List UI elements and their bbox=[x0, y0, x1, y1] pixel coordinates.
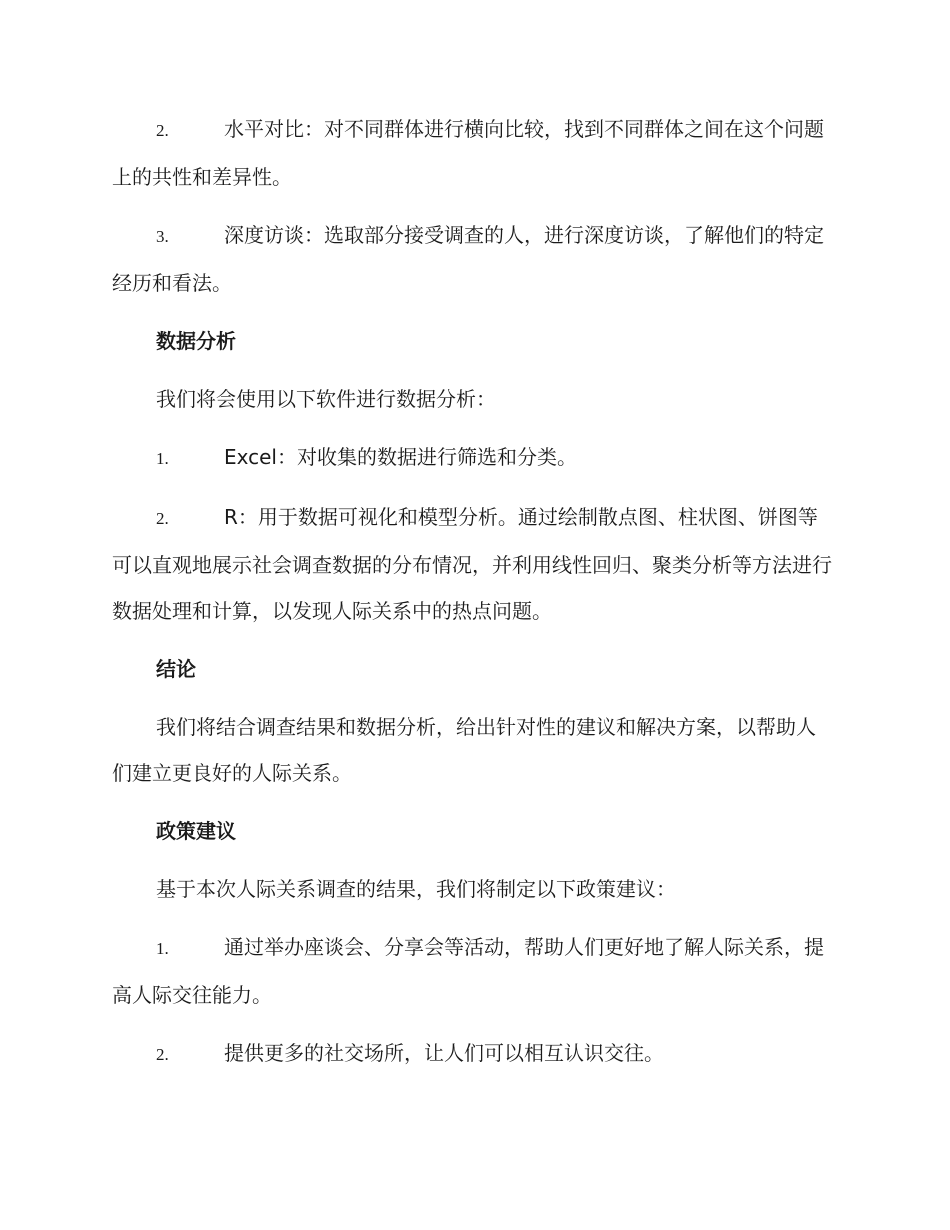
list-text: 水平对比：对不同群体进行横向比较，找到不同群体之间在这个问题上的共性和差异性。 bbox=[112, 117, 824, 189]
paragraph: 我们将结合调查结果和数据分析，给出针对性的建议和解决方案，以帮助人们建立更良好的人际关系。 bbox=[112, 715, 816, 785]
list-number: 1. bbox=[156, 449, 169, 468]
list-text: Excel：对收集的数据进行筛选和分类。 bbox=[224, 445, 577, 469]
list-item bbox=[112, 924, 834, 1018]
list-item bbox=[112, 212, 834, 306]
list-item bbox=[112, 106, 834, 200]
list-item bbox=[112, 1030, 834, 1078]
section-heading-conclusion: 结论 bbox=[156, 657, 196, 681]
list-text: 提供更多的社交场所，让人们可以相互认识交往。 bbox=[224, 1041, 664, 1065]
list-number: 2. bbox=[156, 121, 169, 140]
list-number: 1. bbox=[156, 939, 169, 958]
paragraph: 我们将会使用以下软件进行数据分析： bbox=[156, 387, 496, 411]
list-text: R：用于数据可视化和模型分析。通过绘制散点图、柱状图、饼图等可以直观地展示社会调查数据的分布情况，并利用线性回归、聚类分析等方法进行数据处理和计算，以发现人际关系中的热点问题。 bbox=[112, 505, 832, 623]
list-item bbox=[112, 434, 834, 482]
section-heading-policy: 政策建议 bbox=[156, 819, 236, 843]
list-item bbox=[112, 494, 834, 634]
list-number: 2. bbox=[156, 1045, 169, 1064]
list-number: 3. bbox=[156, 227, 169, 246]
paragraph: 基于本次人际关系调查的结果，我们将制定以下政策建议： bbox=[156, 877, 676, 901]
list-text: 深度访谈：选取部分接受调查的人，进行深度访谈，了解他们的特定经历和看法。 bbox=[112, 223, 824, 295]
section-heading-data-analysis: 数据分析 bbox=[156, 329, 236, 353]
list-number: 2. bbox=[156, 509, 169, 528]
document-body bbox=[112, 106, 834, 1090]
list-text: 通过举办座谈会、分享会等活动，帮助人们更好地了解人际关系，提高人际交往能力。 bbox=[112, 935, 824, 1007]
